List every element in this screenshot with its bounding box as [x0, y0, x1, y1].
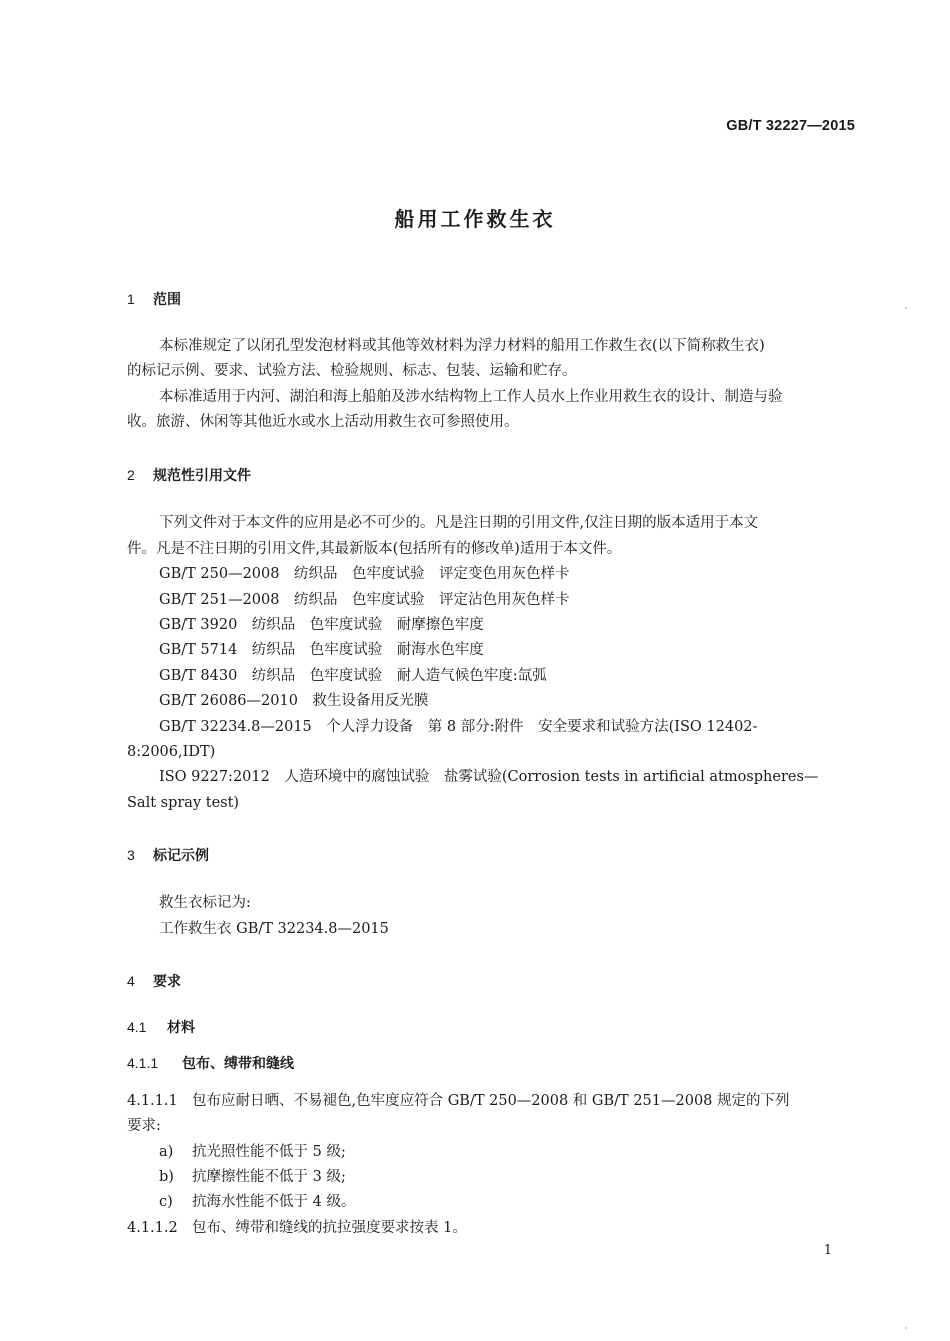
subsection-title: 材料	[167, 1020, 195, 1036]
list-item	[159, 1140, 346, 1166]
section-title: 范围	[153, 292, 181, 308]
reference-item: GB/T 26086—2010 救生设备用反光膜	[159, 693, 429, 709]
reference-item: GB/T 251—2008 纺织品 色牢度试验 评定沾色用灰色样卡	[159, 592, 570, 608]
list-item	[159, 1165, 346, 1191]
reference-item: GB/T 32234.8—2015 个人浮力设备 第 8 部分:附件 安全要求和试验方法(ISO 12402-	[159, 719, 758, 735]
clause-4-1-1-2	[127, 1216, 467, 1242]
reference-item-continued: 8:2006,IDT)	[127, 744, 216, 760]
paragraph-line: 工作救生衣 GB/T 32234.8—2015	[159, 921, 389, 937]
clause-text: 包布、缚带和缝线的抗拉强度要求按表 1。	[192, 1220, 467, 1236]
paragraph-line: 要求:	[127, 1118, 161, 1134]
list-item-label: b)	[159, 1169, 174, 1185]
section-title: 标记示例	[153, 848, 209, 864]
clause-4-1-1-1	[127, 1089, 790, 1115]
list-item-label: a)	[159, 1144, 174, 1160]
section-number: 3	[127, 847, 135, 863]
list-item-text: 抗光照性能不低于 5 级;	[192, 1144, 346, 1160]
subsection-number: 4.1.1	[127, 1055, 159, 1071]
scan-speck	[905, 1327, 907, 1329]
section-number: 2	[127, 467, 135, 483]
paragraph-line: 本标准规定了以闭孔型发泡材料或其他等效材料为浮力材料的船用工作救生衣(以下简称救生衣)	[159, 338, 765, 354]
section-3-heading	[127, 845, 209, 865]
clause-text: 包布应耐日晒、不易褪色,色牢度应符合 GB/T 250—2008 和 GB/T 251—2008 规定的下列	[192, 1093, 790, 1109]
clause-number: 4.1.1.1	[127, 1093, 178, 1109]
section-title: 要求	[153, 974, 181, 990]
reference-item: GB/T 5714 纺织品 色牢度试验 耐海水色牢度	[159, 642, 484, 658]
section-2-heading	[127, 465, 251, 485]
reference-item: ISO 9227:2012 人造环境中的腐蚀试验 盐雾试验(Corrosion tests in artificial atmospheres—	[159, 769, 819, 785]
reference-item-continued: Salt spray test)	[127, 795, 240, 811]
reference-item: GB/T 250—2008 纺织品 色牢度试验 评定变色用灰色样卡	[159, 566, 570, 582]
document-title: 船用工作救生衣	[394, 207, 556, 231]
paragraph-line: 件。凡是不注日期的引用文件,其最新版本(包括所有的修改单)适用于本文件。	[127, 541, 622, 557]
subsection-4-1-heading	[127, 1017, 195, 1037]
subsection-4-1-1-heading	[127, 1053, 294, 1073]
section-title: 规范性引用文件	[153, 468, 251, 484]
reference-item: GB/T 8430 纺织品 色牢度试验 耐人造气候色牢度:氙弧	[159, 668, 547, 684]
paragraph-line: 下列文件对于本文件的应用是必不可少的。凡是注日期的引用文件,仅注日期的版本适用于本文	[159, 515, 759, 531]
subsection-number: 4.1	[127, 1019, 147, 1035]
paragraph-line: 救生衣标记为:	[159, 895, 251, 911]
scan-speck	[905, 307, 907, 309]
reference-item: GB/T 3920 纺织品 色牢度试验 耐摩擦色牢度	[159, 617, 484, 633]
section-number: 4	[127, 973, 135, 989]
list-item-text: 抗摩擦性能不低于 3 级;	[192, 1169, 346, 1185]
section-number: 1	[127, 291, 135, 307]
section-4-heading	[127, 971, 181, 991]
page-number: 1	[823, 1243, 832, 1258]
clause-number: 4.1.1.2	[127, 1220, 178, 1236]
list-item-label: c)	[159, 1194, 173, 1210]
paragraph-line: 的标记示例、要求、试验方法、检验规则、标志、包装、运输和贮存。	[127, 363, 577, 379]
list-item-text: 抗海水性能不低于 4 级。	[192, 1194, 356, 1210]
subsection-title: 包布、缚带和缝线	[182, 1056, 294, 1072]
paragraph-line: 本标准适用于内河、湖泊和海上船舶及涉水结构物上工作人员水上作业用救生衣的设计、制造与验	[159, 389, 783, 405]
standard-number: GB/T 32227—2015	[726, 118, 855, 134]
paragraph-line: 收。旅游、休闲等其他近水或水上活动用救生衣可参照使用。	[127, 414, 519, 430]
list-item	[159, 1190, 355, 1216]
section-1-heading	[127, 289, 181, 309]
